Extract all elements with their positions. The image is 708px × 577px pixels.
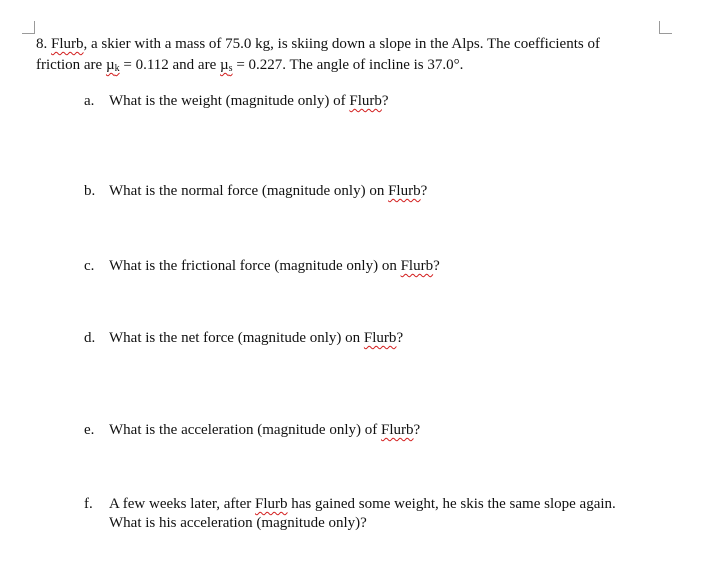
- question-text: What is the net force (magnitude only) on Flurb?: [109, 330, 404, 346]
- mu-k-value: = 0.112 and are: [119, 57, 220, 73]
- margin-corner-mark: [22, 21, 35, 34]
- question-label: f.: [84, 496, 93, 512]
- question-label: d.: [84, 330, 96, 346]
- mu-s-value: = 0.227. The angle of incline is 37.0°.: [232, 57, 464, 73]
- question-label: a.: [84, 93, 95, 109]
- question-label: e.: [84, 422, 95, 438]
- problem-line-2: [36, 55, 676, 79]
- question-label: c.: [84, 258, 95, 274]
- problem-statement: [36, 34, 676, 79]
- spellcheck-word: Flurb: [363, 330, 397, 346]
- question-text: [109, 495, 669, 533]
- problem-text: , a skier with a mass of 75.0 kg, is skiing down a slope in the Alps. The coefficients of: [83, 36, 600, 52]
- question-text: What is the weight (magnitude only) of Flurb?: [109, 93, 389, 109]
- spellcheck-word: Flurb: [255, 496, 288, 512]
- question-text: What is the acceleration (magnitude only) of Flurb?: [109, 422, 421, 438]
- spellcheck-word: Flurb: [349, 93, 382, 109]
- spellcheck-word: Flurb: [51, 36, 84, 52]
- problem-number: 8.: [36, 36, 48, 52]
- question-label: b.: [84, 183, 96, 199]
- question-text: What is the normal force (magnitude only) on Flurb?: [109, 183, 428, 199]
- problem-line-1: [36, 34, 676, 55]
- mu-k-symbol: µ$_k$: [105, 57, 120, 74]
- question-line-2: What is his acceleration (magnitude only)?: [109, 515, 367, 531]
- spellcheck-word: Flurb: [400, 258, 434, 274]
- problem-text: friction are: [36, 57, 106, 73]
- spellcheck-word: Flurb: [380, 422, 414, 438]
- question-text: What is the frictional force (magnitude only) on Flurb?: [109, 258, 440, 274]
- spellcheck-word: Flurb: [388, 183, 421, 199]
- mu-s-symbol: µ$_s$: [220, 57, 233, 74]
- margin-corner-mark: [659, 21, 672, 34]
- question-line-1: A few weeks later, after Flurb has gained some weight, he skis the same slope again.: [109, 496, 616, 512]
